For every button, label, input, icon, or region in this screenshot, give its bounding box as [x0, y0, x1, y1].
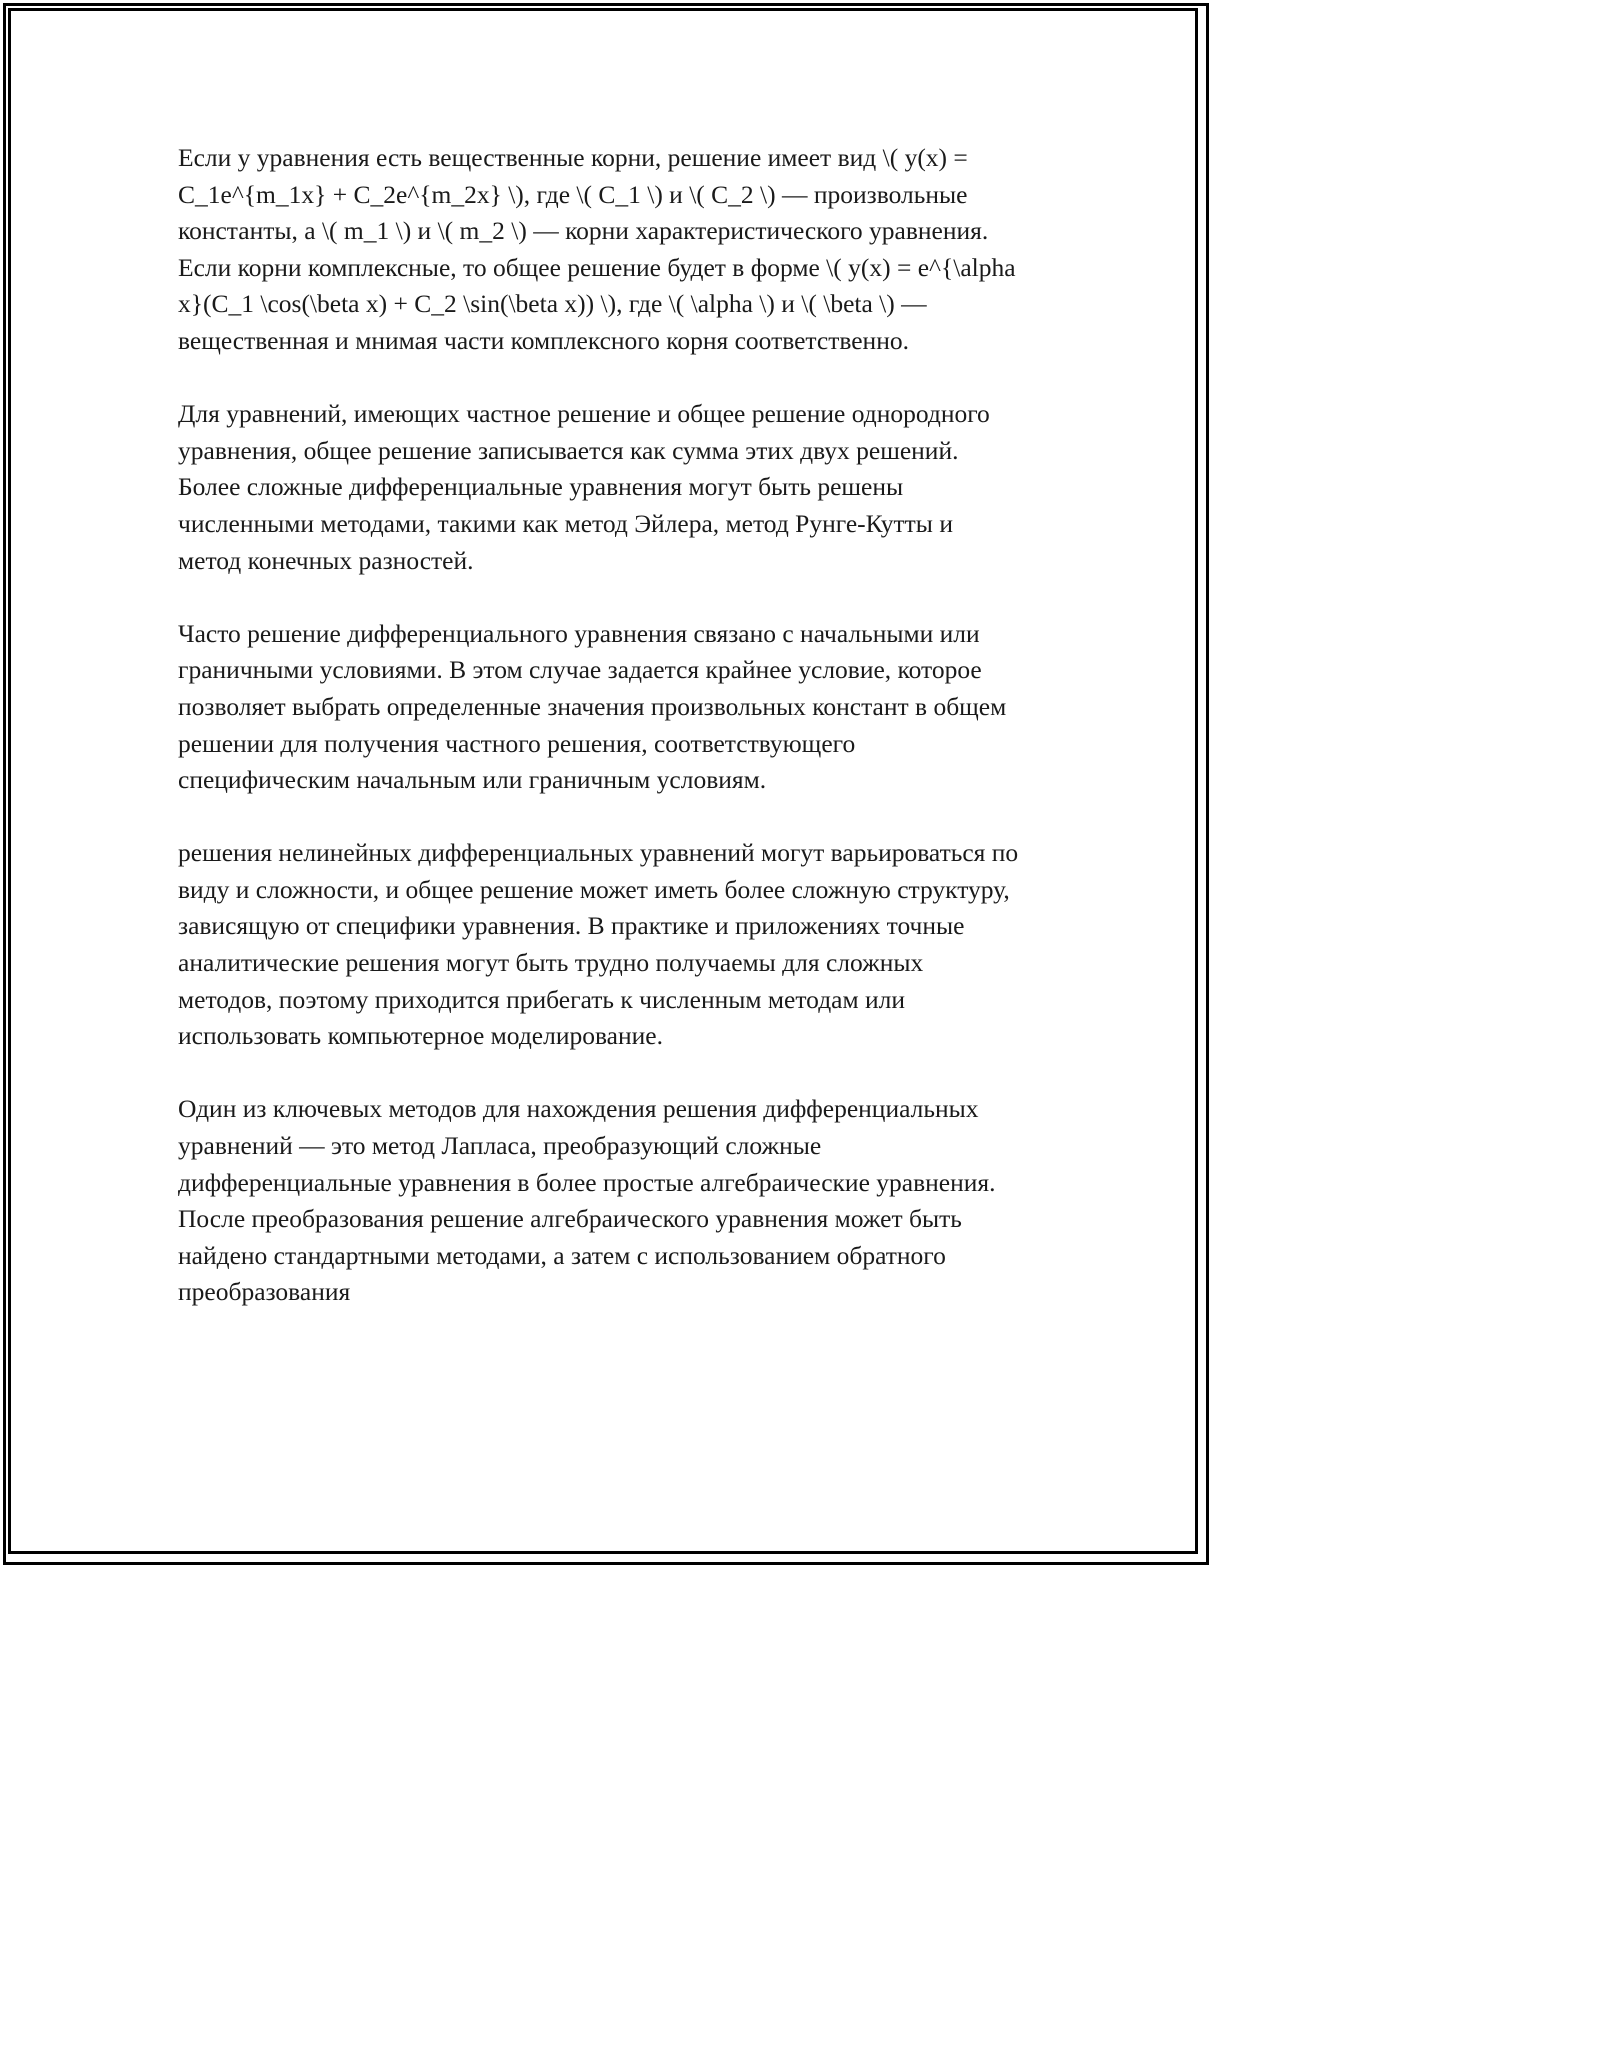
- paragraph-initial-boundary-conditions: Часто решение дифференциального уравнения связано с начальными или граничными условиями. В этом случае задается крайнее условие, которое позволяет выбрать определенные значения произвольных констант в общем решении для получения частного решения, соответствующего специфическим начальным или граничным условиям.: [178, 618, 1007, 795]
- paragraph-general-solution-sum: Для уравнений, имеющих частное решение и общее решение однородного уравнения, общее решение записывается как сумма этих двух решений. Более сложные дифференциальные уравнения могут быть решены численными методами, такими как метод Эйлера, метод Рунге-Кутты и метод конечных разностей.: [178, 399, 990, 575]
- document-body: [178, 140, 1020, 1311]
- paragraph-nonlinear-equations: решения нелинейных дифференциальных уравнений могут варьироваться по виду и сложности, и общее решение может иметь более сложную структуру, зависящую от специфики уравнения. В практике и приложениях точные аналитические решения могут быть трудно получаемы для сложных методов, поэтому приходится прибегать к численным методам или использовать компьютерное моделирование.: [178, 838, 1019, 1051]
- paragraph-real-and-complex-roots: Если у уравнения есть вещественные корни, решение имеет вид \( y(x) = C_1e^{m_1x} + C_2e^{m_2x} \), где \( C_1 \) и \( C_2 \) — произвольные константы, а \( m_1 \) и \( m_2 \) — корни характеристического уравнения. Если корни комплексные, то общее решение будет в форме \( y(x) = e^{\alpha x}(C_1 \cos(\beta x) + C_2 \sin(\beta x)) \), где \( \alpha \) и \( \beta \) — вещественная и мнимая части комплексного корня соответственно.: [178, 143, 1016, 355]
- paragraph-laplace-method: Один из ключевых методов для нахождения решения дифференциальных уравнений — это метод Лапласа, преобразующий сложные дифференциальные уравнения в более простые алгебраические уравнения. После преобразования решение алгебраического уравнения может быть найдено стандартными методами, а затем с использованием обратного преобразования: [178, 1094, 996, 1307]
